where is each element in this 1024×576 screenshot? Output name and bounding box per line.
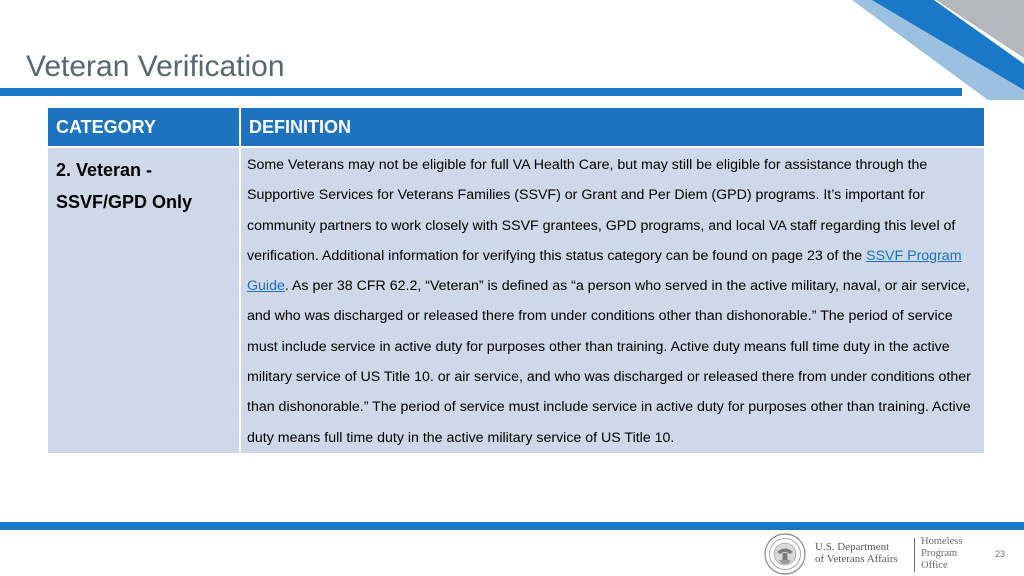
corner-stripe-light (852, 0, 1024, 100)
definition-cell (240, 147, 984, 453)
footer-department (815, 541, 898, 565)
ssvf-program-guide-link[interactable]: SSVF Program Guide (247, 247, 962, 295)
table-row (48, 147, 984, 453)
category-line-1: 2. Veteran - (56, 160, 153, 180)
page-number: 23 (995, 549, 1006, 559)
table-header-row (48, 108, 984, 147)
page-title: Veteran Verification (26, 50, 285, 83)
footer-program-line-2: Program (921, 548, 958, 559)
va-seal-icon (764, 533, 806, 575)
category-cell (48, 147, 240, 453)
footer-program-line-3: Office (921, 560, 948, 571)
footer-dept-line-1: U.S. Department (815, 541, 890, 553)
footer-program-line-1: Homeless (921, 536, 963, 547)
column-header-definition: DEFINITION (240, 108, 984, 147)
footer-dept-line-2: of Veterans Affairs (815, 553, 898, 565)
footer-divider (914, 538, 915, 572)
definition-text-part2: . As per 38 CFR 62.2, “Veteran” is defined as “a person who served in the active military, naval, or air service, and who was discharged or released there from under conditions other than dishonorable.” The period of service must include service in active duty for purposes other than training. Active duty means full time duty in the active military service of US Title 10. or air service, and who was discharged or released there from under conditions other than dishonorable.” The period of service must include service in active duty for purposes other than training. Active duty means full time duty in the active military service of US Title 10. (247, 278, 971, 446)
column-header-category: CATEGORY (48, 108, 240, 147)
title-underline-bar (0, 88, 962, 96)
corner-stripe-blue (872, 0, 1024, 90)
definition-text-part1: Some Veterans may not be eligible for full VA Health Care, but may still be eligible for assistance through the Supportive Services for Veterans Families (SSVF) or Grant and Per Diem (GPD) programs. It’s important for community partners to work closely with SSVF grantees, GPD programs, and local VA staff regarding this level of verification. Additional information for verifying this status category can be found on page 23 of the (247, 157, 956, 264)
bottom-bar (0, 522, 1024, 530)
footer-program (921, 536, 962, 572)
corner-stripe-gray (936, 0, 1024, 58)
definition-table (48, 108, 984, 453)
category-line-2: SSVF/GPD Only (56, 192, 193, 212)
